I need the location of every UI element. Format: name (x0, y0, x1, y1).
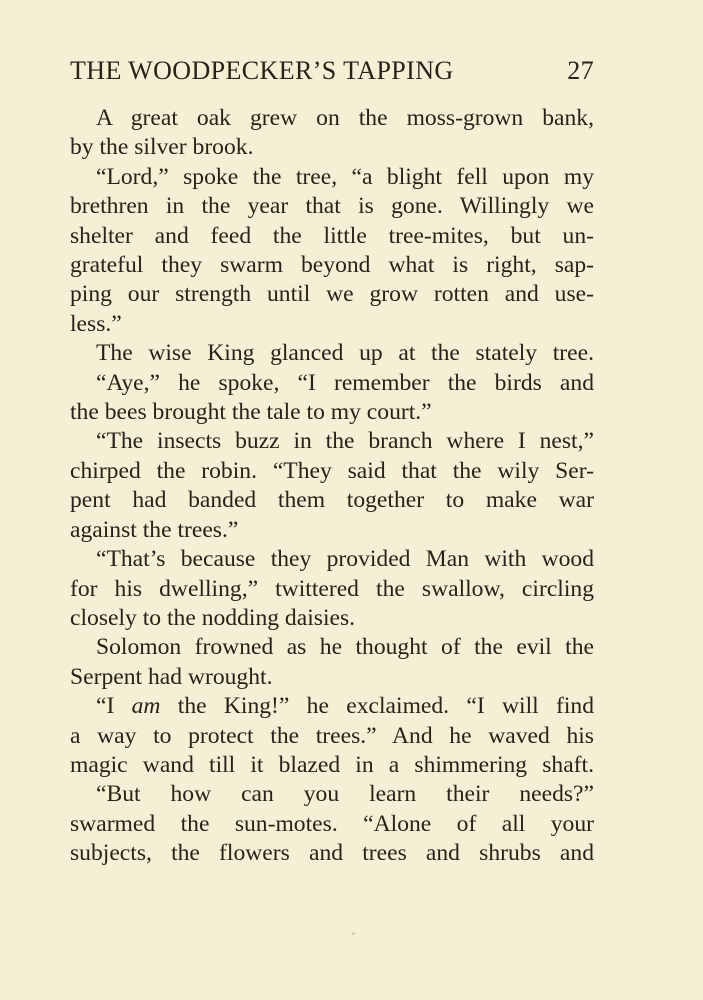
text-line: magic wand till it blazed in a shimmering shaft. (70, 751, 594, 778)
text-line: “The insects buzz in the branch where I nest,” (96, 428, 594, 455)
paragraph (70, 163, 594, 339)
page-number: 27 (567, 56, 594, 85)
text-line: closely to the nodding daisies. (70, 604, 356, 631)
paragraph (70, 339, 594, 368)
text-line: subjects, the flowers and trees and shrubs and (70, 840, 594, 867)
text-line: grateful they swarm beyond what is right, sap- (70, 252, 594, 279)
text-line: a way to protect the trees.” And he waved his (70, 722, 594, 749)
text-line: for his dwelling,” twittered the swallow, circling (70, 575, 594, 602)
text-line: “But how can you learn their needs?” (96, 781, 594, 808)
text-line: pent had banded them together to make war (70, 487, 594, 514)
text-line: against the trees.” (70, 516, 239, 543)
text-line: brethren in the year that is gone. Willingly we (70, 193, 594, 220)
text-line: Serpent had wrought. (70, 663, 273, 690)
text-line: ping our strength until we grow rotten and use- (70, 281, 594, 308)
text-line: Solomon frowned as he thought of the evil the (96, 634, 594, 661)
text-fragment: the King!” he exclaimed. “I will find (160, 693, 594, 720)
paragraph (70, 692, 594, 780)
paragraph (70, 369, 594, 428)
body-text (70, 104, 594, 869)
text-line: shelter and feed the little tree-mites, but un- (70, 222, 594, 249)
text-fragment: “I (96, 693, 132, 720)
paragraph (70, 633, 594, 692)
paragraph (70, 104, 594, 163)
text-line: “That’s because they provided Man with wood (96, 546, 594, 573)
text-line: less.” (70, 310, 122, 337)
paragraph (70, 545, 594, 633)
running-head-title: THE WOODPECKER’S TAPPING (70, 56, 454, 85)
text-line: by the silver brook. (70, 134, 254, 161)
paragraph (70, 427, 594, 545)
text-line: A great oak grew on the moss-grown bank, (96, 105, 594, 131)
text-line: swarmed the sun-motes. “Alone of all your (70, 810, 594, 837)
text-line: “Lord,” spoke the tree, “a blight fell upon my (96, 163, 594, 190)
paragraph (70, 780, 594, 868)
text-line: The wise King glanced up at the stately tree. (96, 340, 594, 367)
text-line: the bees brought the tale to my court.” (70, 399, 432, 426)
running-head (70, 56, 594, 90)
text-line: “Aye,” he spoke, “I remember the birds and (96, 369, 594, 396)
italic-word: am (131, 693, 161, 720)
paper-speck (352, 932, 355, 935)
text-line (70, 692, 594, 721)
text-line: chirped the robin. “They said that the wily Ser- (70, 457, 594, 484)
